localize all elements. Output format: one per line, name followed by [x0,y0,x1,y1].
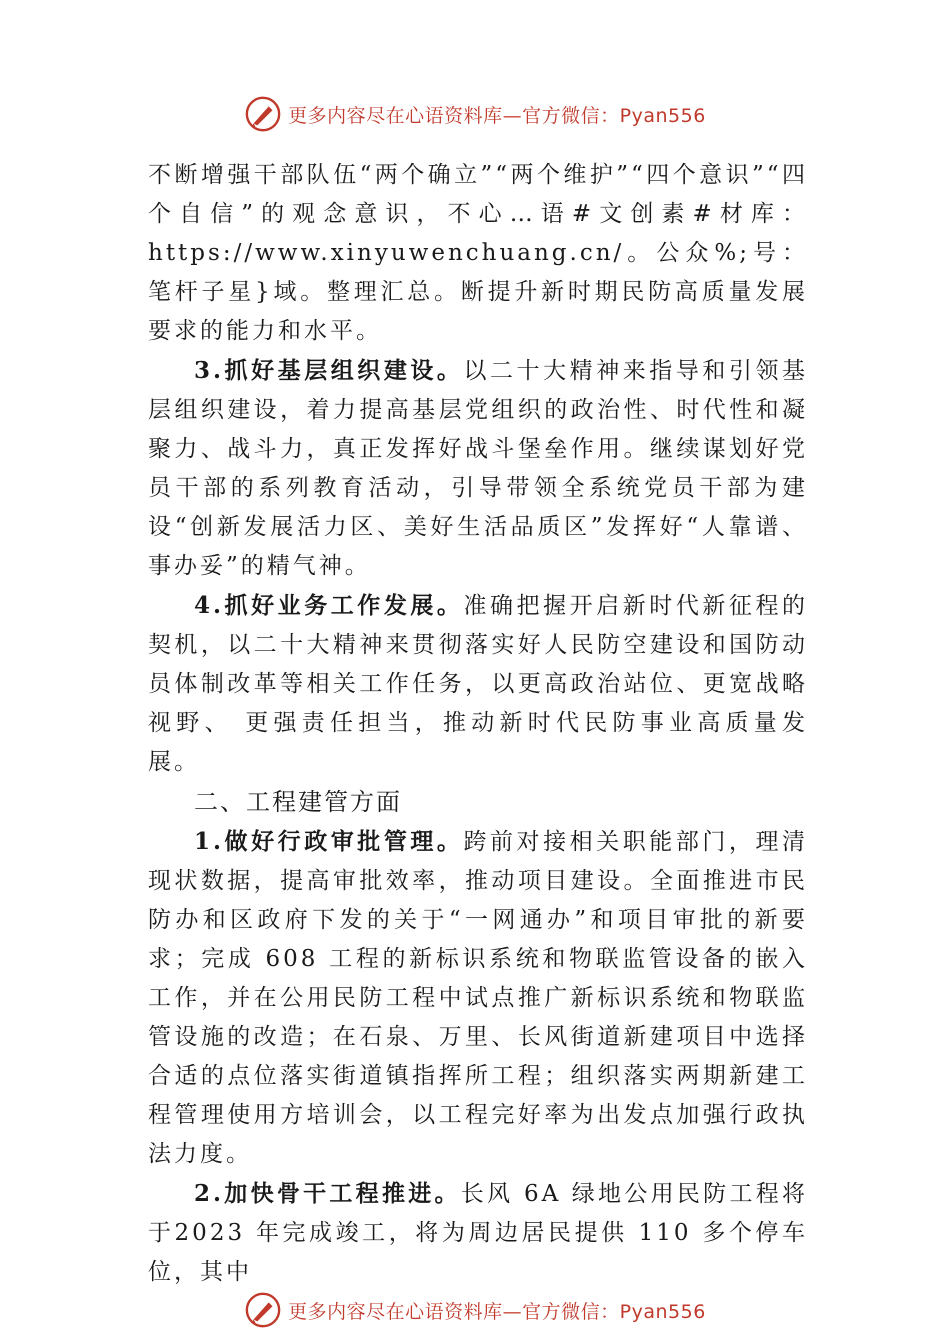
banner-dash: — [502,104,523,127]
document-body [148,156,808,1292]
banner-account-text: 官方微信：Pyan556 [522,104,706,127]
paragraph-body: 以二十大精神来指导和引领基层组织建设，着力提高基层党组织的政治性、时代性和凝聚力、战斗力，真正发挥好战斗堡垒作用。继续谋划好党员干部的系列教育活动，引导带领全系统党员干部为建设“创新发展活力区、美好生活品质区”发挥好“人靠谱、事办妥”的精气神。 [148,358,809,579]
paragraph-lead: 4.抓好业务工作发展。 [194,592,464,619]
header-watermark-banner [0,94,950,134]
paragraph-approval [148,822,808,1174]
banner-dash: — [502,1300,523,1323]
paragraph-body: 跨前对接相关职能部门，理清现状数据，提高审批效率，推动项目建设。全面推进市民防办和区政府下发的关于“一网通办”和项目审批的新要求；完成 608 工程的新标识系统和物联监管设备的嵌入工作，并在公用民防工程中试点推广新标识系统和物联监管设施的改造；在石泉、万里、长风街道新建项目中选择合适的点位落实街道镇指挥所工程；组织落实两期新建工程管理使用方培训会，以工程完好率为出发点加强行政执法力度。 [148,829,809,1167]
banner-main-text: 更多内容尽在心语资料库 [288,104,503,127]
banner-main-text: 更多内容尽在心语资料库 [288,1300,503,1323]
paragraph-body: 准确把握开启新时代新征程的契机，以二十大精神来贯彻落实好人民防空建设和国防动员体制改革等相关工作任务，以更高政治站位、更宽战略视野、 更强责任担当，推动新时代民防事业高质量发展。 [148,593,809,775]
paragraph-lead: 2.加快骨干工程推进。 [194,1180,461,1207]
footer-watermark-banner [0,1290,950,1330]
paragraph-lead: 1.做好行政审批管理。 [194,828,464,855]
paragraph-body: 长风 6A 绿地公用民防工程将于2023 年完成竣工，将为周边居民提供 110 多个停车位，其中 [148,1181,808,1285]
pen-logo-icon [244,95,282,133]
pen-logo-icon [244,1291,282,1329]
section-heading: 二、工程建管方面 [194,788,402,816]
paragraph-business [148,586,808,782]
banner-account-text: 官方微信：Pyan556 [522,1300,706,1323]
paragraph-grassroots [148,351,808,586]
banner-text [288,1297,706,1324]
paragraph-backbone [148,1174,808,1292]
banner-text [288,101,706,128]
paragraph-lead: 3.抓好基层组织建设。 [194,357,464,384]
paragraph-continuation: 不断增强干部队伍“两个确立”“两个维护”“四个意识”“四个自信”的观念意识，不心…语#文创素#材库：https://www.xinyuwenchuang.cn/。公众%;号：笔杆子星}域。整理汇总。断提升新时期民防高质量发展要求的能力和水平。 [148,162,808,344]
